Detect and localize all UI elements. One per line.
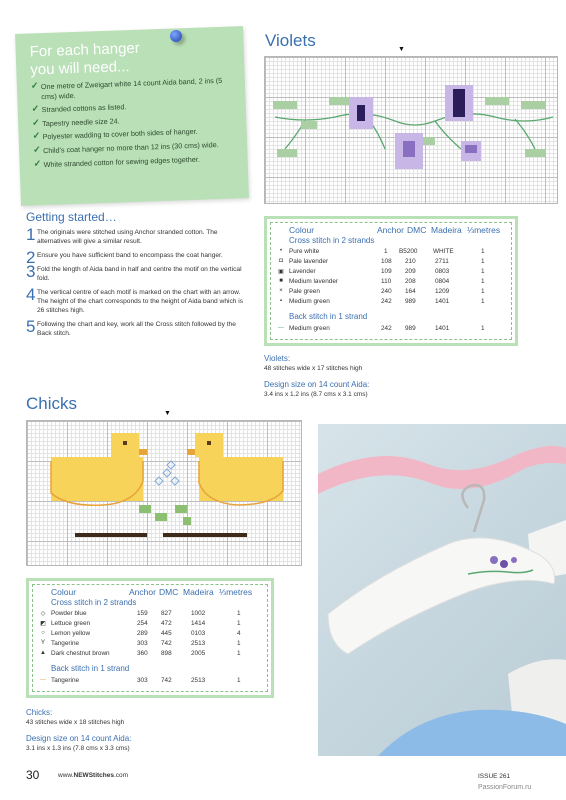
key-row <box>277 278 507 287</box>
anchor-code: 360 <box>137 650 148 657</box>
madeira-code: 2005 <box>191 650 206 657</box>
step-item <box>26 285 252 315</box>
leaf <box>155 513 167 521</box>
page-number: 30 <box>26 768 40 782</box>
step-number: 1 <box>26 225 36 244</box>
dmc-code: 898 <box>161 650 172 657</box>
key-header-colour: Colour <box>51 587 77 597</box>
thread-name: Medium green <box>289 298 330 305</box>
dmc-code: 827 <box>161 610 172 617</box>
petal-mid <box>403 141 415 157</box>
dmc-code: 164 <box>405 288 416 295</box>
anchor-code: 289 <box>137 630 148 637</box>
blue-ribbon <box>378 710 566 756</box>
symbol-icon: ◇ <box>40 611 46 617</box>
symbol-icon: Y <box>40 640 45 646</box>
chick-body <box>51 457 143 501</box>
symbol-icon: × <box>279 288 283 294</box>
thread-name: Tangerine <box>51 640 80 647</box>
dmc-code: 742 <box>161 640 172 647</box>
steps-list <box>26 225 252 343</box>
ground <box>75 533 247 537</box>
madeira-code: 1209 <box>435 288 450 295</box>
symbol-icon: ○ <box>41 630 45 636</box>
stem-branch <box>515 119 535 149</box>
step-item <box>26 317 252 338</box>
chicks-size-label: Chicks: <box>26 708 53 717</box>
requirements-note <box>15 26 249 206</box>
chick-eye <box>207 441 211 445</box>
key-back-label: Back stitch in 1 strand <box>51 664 130 673</box>
anchor-code: 159 <box>137 610 148 617</box>
violet-flower <box>461 141 481 161</box>
thread-name: Medium green <box>289 325 330 332</box>
step-text: The originals were stitched using Anchor stranded cotton. The alternatives will give a similar result. <box>37 229 218 245</box>
leaf <box>277 149 297 157</box>
anchor-code: 240 <box>381 288 392 295</box>
key-header-metres: ⅓metres <box>219 587 253 597</box>
stem-branch <box>435 121 461 149</box>
check-icon: ✓ <box>31 117 40 128</box>
requirement-text: Stranded cottons as listed. <box>41 102 127 115</box>
note-title-line2: you will need... <box>30 58 130 79</box>
metres-value: 1 <box>481 248 485 255</box>
step-text: Fold the length of Aida band in half and centre the motif on the vertical fold. <box>37 266 242 282</box>
key-row <box>39 620 263 629</box>
symbol-icon: ▣ <box>278 269 284 275</box>
key-back-label: Back stitch in 1 strand <box>289 312 368 321</box>
chicks-chart <box>26 420 302 566</box>
key-row <box>277 298 507 307</box>
dmc-code: 445 <box>161 630 172 637</box>
symbol-icon: ◘ <box>279 258 283 264</box>
madeira-code: 2513 <box>191 677 206 684</box>
step-number: 4 <box>26 285 36 304</box>
violets-size-label: Violets: <box>264 354 291 363</box>
step-text: Ensure you have sufficient band to encompass the coat hanger. <box>37 252 223 259</box>
check-icon: ✓ <box>33 157 42 169</box>
metres-value: 1 <box>481 325 485 332</box>
madeira-code: 2711 <box>435 258 449 265</box>
thread-name: Pure white <box>289 248 320 255</box>
violets-design-label: Design size on 14 count Aida: <box>264 380 370 389</box>
violets-design-text: 3.4 ins x 1.2 ins (8.7 cms x 3.1 cms) <box>264 391 368 398</box>
leaf <box>329 97 349 105</box>
violets-motif <box>265 57 559 205</box>
key-cross-label: Cross stitch in 2 strands <box>289 236 375 245</box>
dmc-code: 472 <box>161 620 172 627</box>
thread-name: Tangerine <box>51 677 80 684</box>
chick-beak <box>187 449 195 455</box>
symbol-icon: ◩ <box>40 621 46 627</box>
violet-stitch <box>500 560 508 568</box>
requirements-list <box>31 75 238 169</box>
madeira-code: 2513 <box>191 640 206 647</box>
requirement-item <box>31 75 236 101</box>
violets-key <box>264 216 518 346</box>
anchor-code: 109 <box>381 268 392 275</box>
dmc-code: 210 <box>405 258 416 265</box>
metres-value: 1 <box>481 288 485 295</box>
requirement-text: Tapestry needle size 24. <box>42 116 120 128</box>
key-header-anchor: Anchor <box>377 225 404 235</box>
key-header-anchor: Anchor <box>129 587 156 597</box>
chicks-size-text: 43 stitches wide x 18 stitches high <box>26 719 125 726</box>
flower <box>155 461 179 485</box>
symbol-icon: — <box>40 677 46 683</box>
dmc-code: 742 <box>161 677 172 684</box>
leaf <box>139 505 151 513</box>
metres-value: 1 <box>481 268 485 275</box>
key-row <box>39 650 263 659</box>
metres-value: 4 <box>237 630 241 637</box>
requirement-text: One metre of Zweigart white 14 count Aida band, 2 ins (5 cms) wide. <box>40 75 223 101</box>
thread-name: Lemon yellow <box>51 630 91 637</box>
madeira-code: 1401 <box>435 325 450 332</box>
violet-stitch <box>490 556 498 564</box>
leaf <box>301 121 317 129</box>
madeira-code: WHITE <box>433 248 454 255</box>
requirement-item <box>33 153 237 170</box>
ground-stitch <box>75 533 147 537</box>
check-icon: ✓ <box>30 80 39 91</box>
push-pin-icon <box>170 30 182 42</box>
violet-flower <box>395 133 423 169</box>
step-number: 5 <box>26 317 36 336</box>
metres-value: 1 <box>237 610 241 617</box>
key-header-metres: ⅓metres <box>467 225 501 235</box>
metres-value: 1 <box>481 298 485 305</box>
madeira-code: 0804 <box>435 278 450 285</box>
key-header-dmc: DMC <box>159 587 179 597</box>
violet-flower <box>349 97 373 129</box>
symbol-icon: ▲ <box>40 650 46 656</box>
madeira-code: 1002 <box>191 610 206 617</box>
dmc-code: 209 <box>405 268 416 275</box>
getting-started-heading: Getting started… <box>26 210 117 224</box>
step-item <box>26 248 252 267</box>
anchor-code: 242 <box>381 298 392 305</box>
dmc-code: 208 <box>405 278 416 285</box>
site-suffix: .com <box>113 772 129 779</box>
hanger-photo-illustration <box>318 424 566 756</box>
step-item <box>26 225 252 246</box>
blue-flowers <box>155 461 179 485</box>
flower-centre <box>453 89 465 117</box>
chick-right <box>187 433 283 505</box>
leaf <box>485 97 509 105</box>
requirement-text: Polyester wadding to cover both sides of hanger. <box>42 127 198 142</box>
anchor-code: 242 <box>381 325 392 332</box>
ground-stitch <box>163 533 247 537</box>
madeira-code: 0803 <box>435 268 450 275</box>
madeira-code: 1414 <box>191 620 206 627</box>
key-header-colour: Colour <box>289 225 315 235</box>
petal-mid <box>465 145 477 153</box>
center-arrow-icon: ▼ <box>164 410 171 417</box>
requirement-text: Child's coat hanger no more than 12 ins (30 cms) wide. <box>42 139 219 156</box>
key-row <box>277 268 507 277</box>
chicks-design-text: 3.1 ins x 1.3 ins (7.8 cms x 3.3 cms) <box>26 745 130 752</box>
dmc-code: B5200 <box>399 248 418 255</box>
hanger-hook <box>462 485 484 532</box>
thread-name: Pale lavender <box>289 258 329 265</box>
metres-value: 1 <box>481 258 485 265</box>
violets-chart <box>264 56 558 204</box>
chicks-key <box>26 578 274 698</box>
symbol-icon: ■ <box>279 278 283 284</box>
padded-hanger <box>328 538 555 654</box>
requirement-text: White stranded cotton for sewing edges together. <box>43 154 200 169</box>
anchor-code: 108 <box>381 258 392 265</box>
check-icon: ✓ <box>31 103 40 114</box>
key-row <box>39 610 263 619</box>
site-brand: NEWStitches <box>73 772 114 779</box>
metres-value: 1 <box>481 278 485 285</box>
chick-left <box>51 433 147 505</box>
check-icon: ✓ <box>32 130 41 141</box>
violet-flower <box>445 85 473 121</box>
key-header-madeira: Madeira <box>431 225 462 235</box>
violets-heading: Violets <box>265 31 316 50</box>
metres-value: 1 <box>237 640 241 647</box>
thread-name: Lettuce green <box>51 620 91 627</box>
leaves <box>139 505 191 525</box>
chick-beak <box>139 449 147 455</box>
key-row <box>277 288 507 297</box>
step-text: Following the chart and key, work all the Cross stitch followed by the Back stitch. <box>37 321 236 337</box>
step-text: The vertical centre of each motif is marked on the chart with an arrow. The height of the chart corresponds to the height of Aida band which is 26 stitches high. <box>37 289 244 314</box>
thread-name: Pale green <box>289 288 320 295</box>
anchor-code: 254 <box>137 620 148 627</box>
key-row <box>39 640 263 649</box>
madeira-code: 1401 <box>435 298 450 305</box>
metres-value: 1 <box>237 677 241 684</box>
symbol-icon: • <box>279 248 283 254</box>
anchor-code: 1 <box>384 248 388 255</box>
violets-size-text: 48 stitches wide x 17 stitches high <box>264 365 363 372</box>
dmc-code: 989 <box>405 298 416 305</box>
thread-name: Lavender <box>289 268 316 275</box>
step-item <box>26 262 252 283</box>
metres-value: 1 <box>237 650 241 657</box>
thread-name: Powder blue <box>51 610 87 617</box>
symbol-icon: ▪ <box>279 298 283 304</box>
chick-body <box>199 457 283 501</box>
leaf <box>525 149 545 157</box>
thread-name: Medium lavender <box>289 278 339 285</box>
key-row <box>39 677 263 686</box>
chicks-heading: Chicks <box>26 394 78 413</box>
key-cross-label: Cross stitch in 2 strands <box>51 598 137 607</box>
site-prefix: www. <box>58 772 74 779</box>
hanger-photo <box>318 424 566 756</box>
chicks-motif <box>27 421 303 567</box>
violet-stitch <box>511 557 517 563</box>
note-title-line1: For each hanger <box>29 39 141 61</box>
issue-number: ISSUE 261 <box>478 773 511 780</box>
watermark: PassionForum.ru <box>478 784 532 791</box>
note-title <box>29 36 234 79</box>
metres-value: 1 <box>237 620 241 627</box>
leaf <box>521 101 545 109</box>
key-row <box>277 258 507 267</box>
chick-eye <box>123 441 127 445</box>
symbol-icon: — <box>278 325 284 331</box>
step-number: 2 <box>26 248 36 267</box>
anchor-code: 110 <box>381 278 392 285</box>
anchor-code: 303 <box>137 677 148 684</box>
check-icon: ✓ <box>32 144 41 155</box>
site-url[interactable] <box>58 772 128 779</box>
madeira-code: 0103 <box>191 630 206 637</box>
flower-centre <box>357 105 365 121</box>
leaf <box>183 517 191 525</box>
dmc-code: 989 <box>405 325 416 332</box>
center-arrow-icon: ▼ <box>398 46 405 53</box>
chicks-design-label: Design size on 14 count Aida: <box>26 734 132 743</box>
key-row <box>277 248 507 257</box>
key-header-dmc: DMC <box>407 225 427 235</box>
leaf <box>273 101 297 109</box>
leaf <box>175 505 187 513</box>
key-row <box>39 630 263 639</box>
step-number: 3 <box>26 262 36 281</box>
key-header-madeira: Madeira <box>183 587 214 597</box>
thread-name: Dark chestnut brown <box>51 650 110 657</box>
key-row <box>277 325 507 334</box>
pink-ribbon <box>318 446 566 494</box>
anchor-code: 303 <box>137 640 148 647</box>
